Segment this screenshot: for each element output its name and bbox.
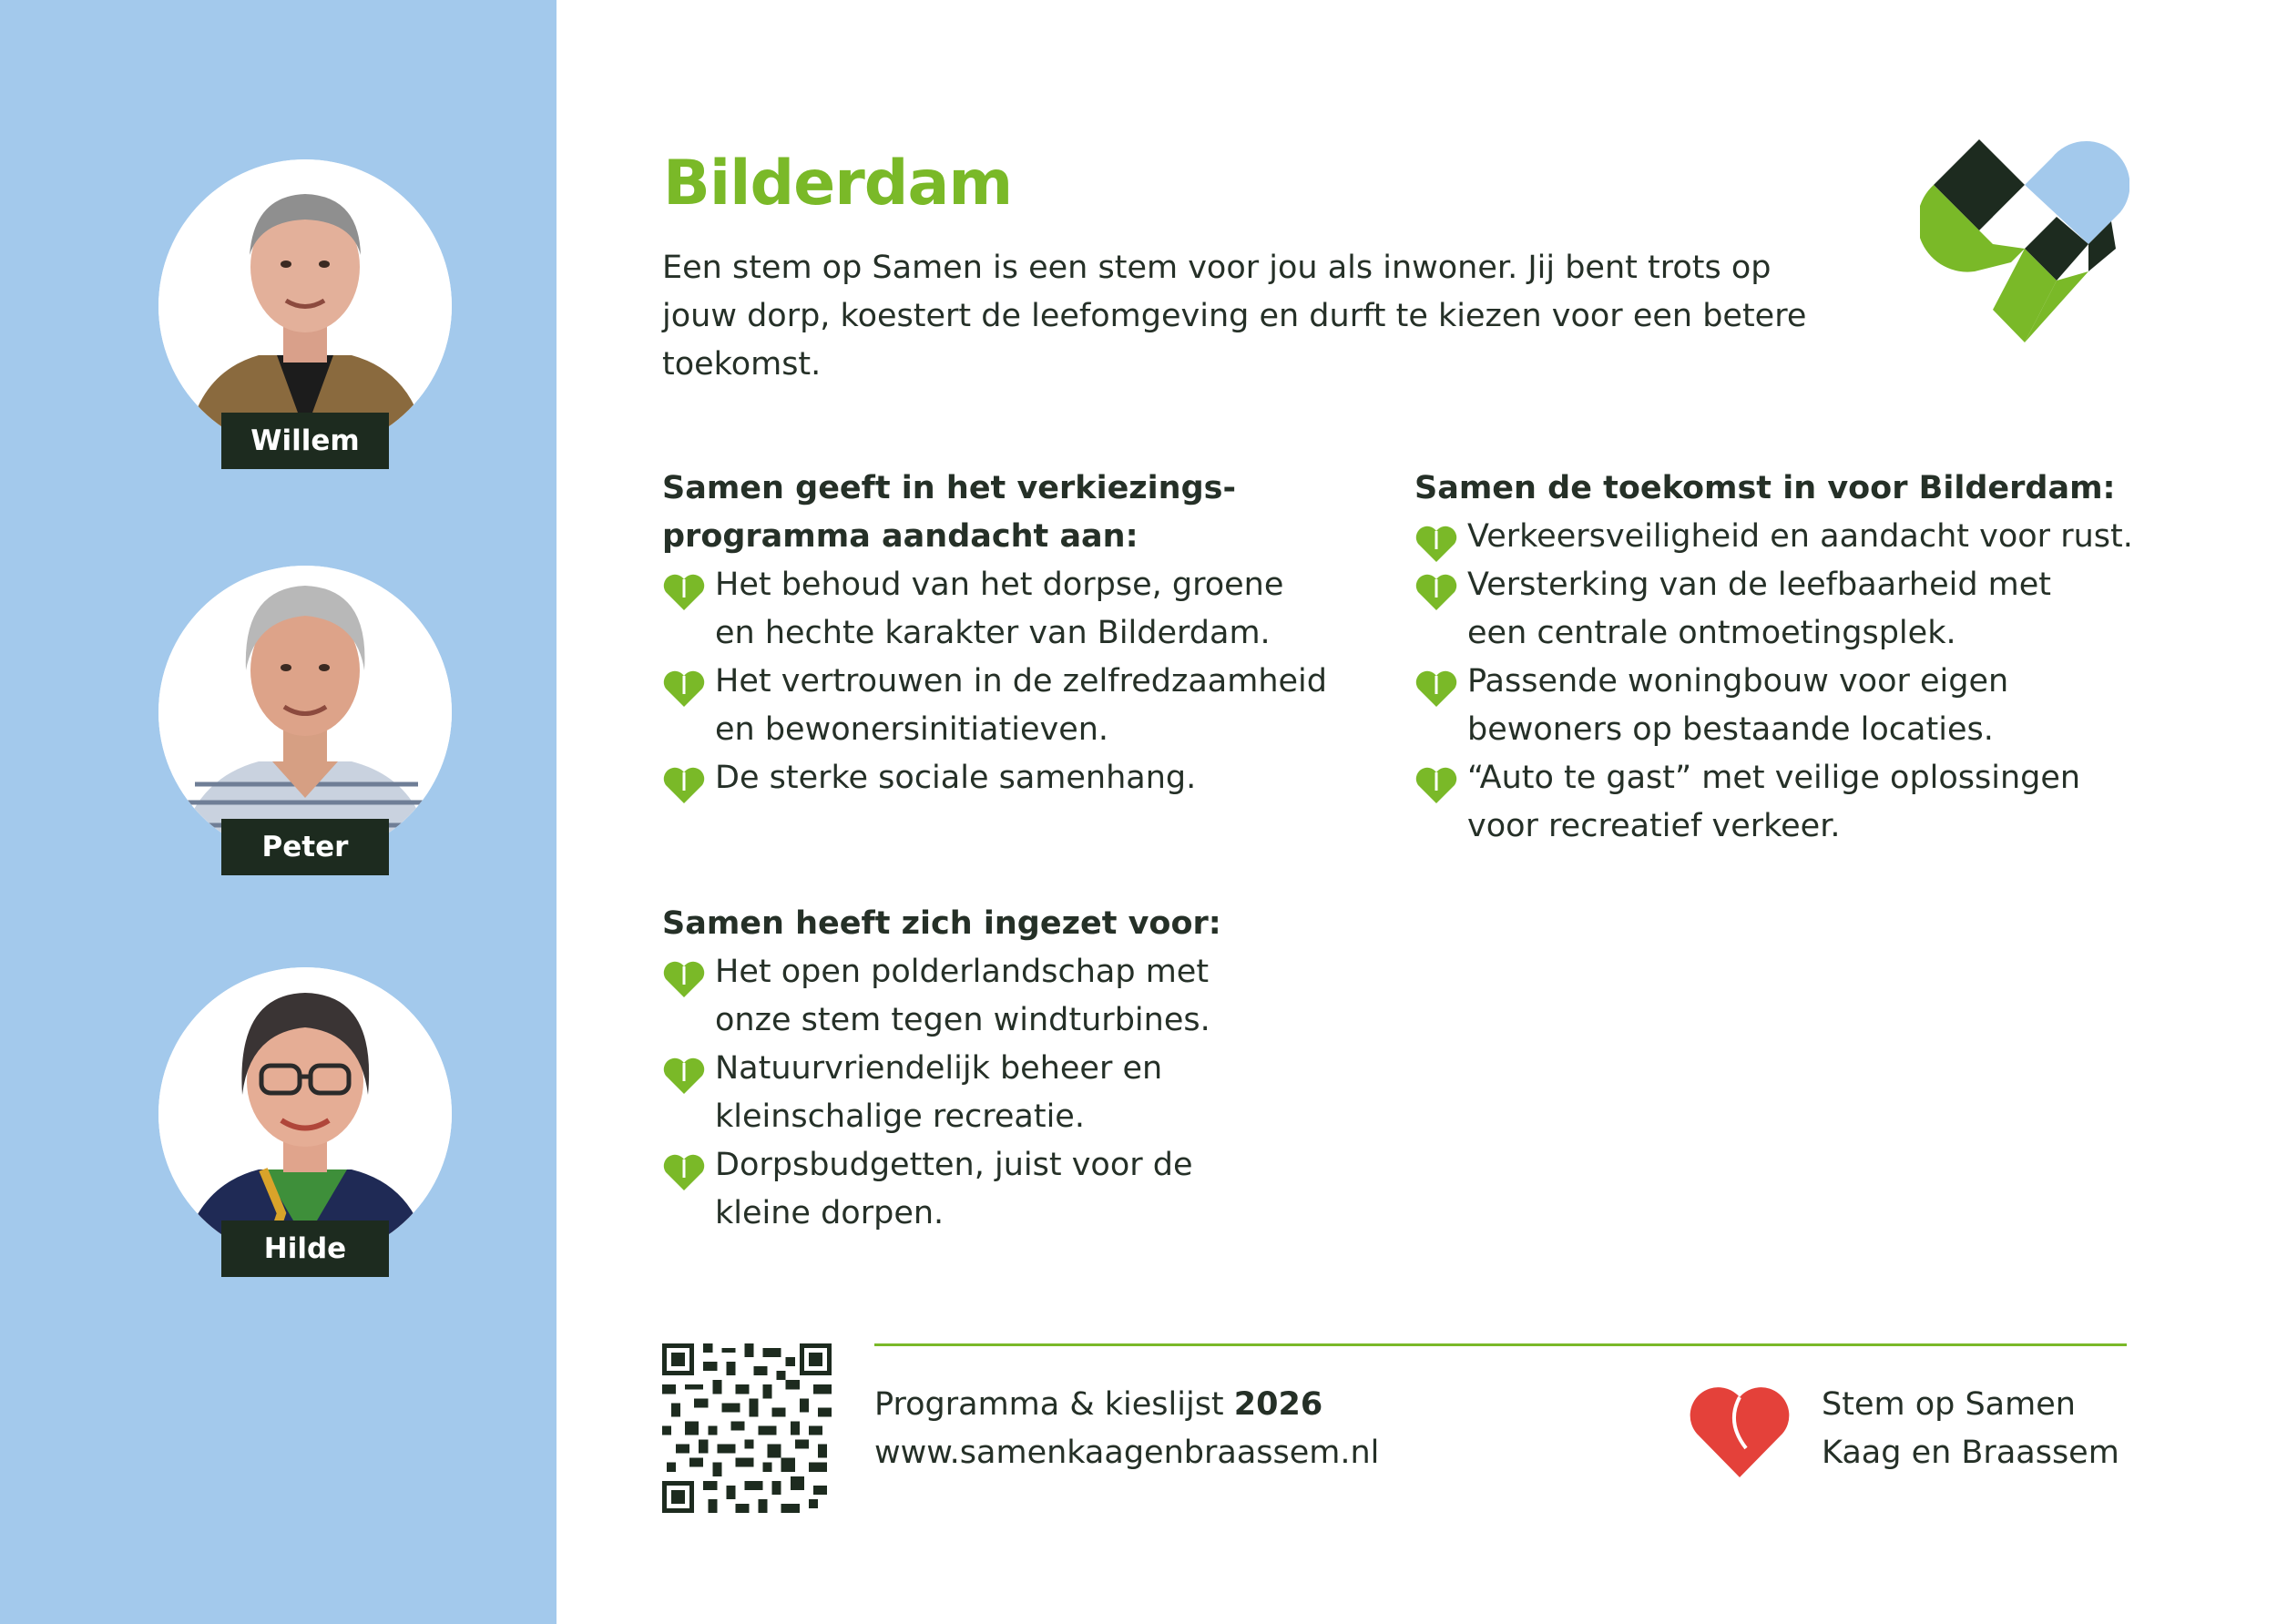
green-heart-icon [1414,763,1458,805]
list-item: Versterking van de leefbaarheid met een centrale ontmoetingsplek. [1414,561,2189,658]
future-heading: Samen de toekomst in voor Bilderdam: [1414,470,2116,506]
green-heart-icon [1414,667,1458,709]
achieved-heading: Samen heeft zich ingezet voor: [662,905,1221,942]
footer-brand: Stem op Samen Kaag en Braassem [1822,1386,2119,1471]
program-heading: Samen geeft in het verkiezings- programma aandacht aan: [662,470,1236,555]
candidate-name: Willem [221,413,389,469]
footer-program-info: Programma & kieslijst 2026 www.samenkaagenbraassem.nl [874,1386,1380,1471]
list-item: Het open polderlandschap met onze stem tegen windturbines. [662,948,1373,1045]
page-title: Bilderdam [663,148,1013,220]
green-heart-icon [1414,522,1458,564]
footer-divider [874,1343,2127,1346]
list-item: “Auto te gast” met veilige oplossingen voor recreatief verkeer. [1414,754,2189,851]
green-heart-icon [662,570,706,612]
list-item: Natuurvriendelijk beheer en kleinschalige recreatie. [662,1045,1373,1141]
program-list [662,561,1373,802]
list-item: De sterke sociale samenhang. [662,754,1373,802]
website-link[interactable]: www.samenkaagenbraassem.nl [874,1435,1380,1471]
achieved-section [662,900,1373,1238]
green-heart-icon [662,1150,706,1192]
candidate-name: Peter [221,819,389,875]
future-section [1414,465,2189,851]
list-item: Verkeersveiligheid en aandacht voor rust. [1414,513,2189,561]
candidate-willem [158,159,452,478]
list-item: Dorpsbudgetten, juist voor de kleine dorpen. [662,1141,1373,1238]
candidate-name: Hilde [221,1221,389,1277]
list-item: Het behoud van het dorpse, groene en hechte karakter van Bilderdam. [662,561,1373,658]
list-item: Passende woningbouw voor eigen bewoners op bestaande locaties. [1414,658,2189,754]
candidate-photo [158,967,452,1261]
candidate-hilde [158,967,452,1286]
candidate-photo [158,159,452,453]
green-heart-icon [662,1054,706,1096]
green-heart-icon [1414,570,1458,612]
qr-code[interactable] [662,1343,832,1513]
candidate-photo [158,566,452,859]
candidate-peter [158,566,452,884]
green-heart-icon [662,667,706,709]
green-heart-icon [662,763,706,805]
green-heart-icon [662,957,706,999]
samen-heart-logo [1920,135,2129,344]
sidebar [0,0,556,1624]
list-item: Het vertrouwen in de zelfredzaamheid en bewonersinitiatieven. [662,658,1373,754]
red-heart-icon [1690,1377,1794,1482]
future-list [1414,513,2189,851]
footer-year: 2026 [1233,1386,1323,1423]
intro-text: Een stem op Samen is een stem voor jou als inwoner. Jij bent trots op jouw dorp, koestert de leefomgeving en durft te kiezen voor een betere toekomst. [662,250,1807,383]
program-section [662,465,1373,802]
achieved-list [662,948,1373,1238]
